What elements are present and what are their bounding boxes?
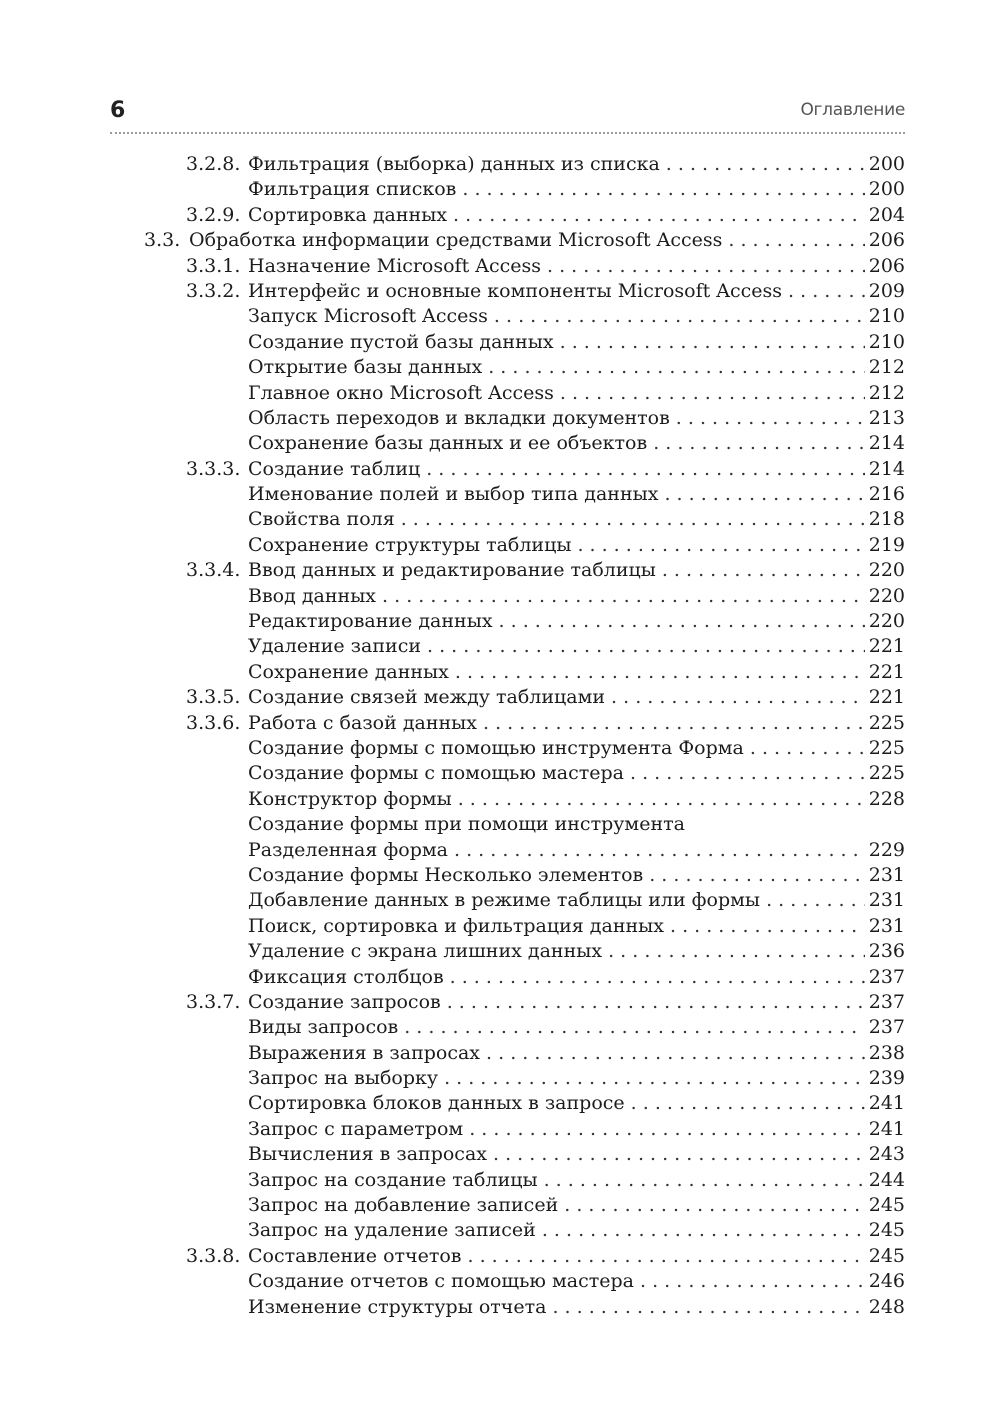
- toc-entry-title: Создание формы с помощью мастера: [248, 762, 624, 785]
- toc-entry-line: [248, 482, 905, 507]
- dot-leader: [577, 533, 864, 558]
- toc-entry-title: Открытие базы данных: [248, 356, 483, 379]
- toc-entry-page: 239: [868, 1067, 905, 1090]
- toc-entry[interactable]: [0, 838, 1000, 863]
- toc-entry-title: Работа с базой данных: [248, 711, 478, 734]
- toc-entry-line: [248, 507, 905, 532]
- toc-entry-line: [248, 1193, 905, 1218]
- toc-entry-page: 220: [868, 584, 905, 607]
- toc-entry-page: 220: [868, 610, 905, 633]
- toc-entry-page: 237: [868, 965, 905, 988]
- dot-leader: [453, 203, 865, 228]
- dot-leader: [427, 634, 865, 659]
- toc-entry[interactable]: [0, 1269, 1000, 1294]
- dot-leader: [401, 507, 865, 532]
- toc-entry-number: 3.3.7.: [186, 990, 241, 1013]
- toc-entry-title: Сохранение данных: [248, 660, 449, 683]
- toc-entry-page: 210: [868, 305, 905, 328]
- toc-entry-title: Создание формы при помощи инструмента: [248, 813, 685, 836]
- toc-entry-title: Интерфейс и основные компоненты Microsoft Access: [248, 279, 783, 302]
- toc-entry-title: Фиксация столбцов: [248, 965, 444, 988]
- toc-entry-line: [248, 863, 905, 888]
- toc-entry-number: 3.3.3.: [186, 457, 241, 480]
- toc-entry-line: [248, 1142, 905, 1167]
- toc-entry[interactable]: [0, 609, 1000, 634]
- dot-leader: [547, 254, 865, 279]
- dot-leader: [462, 177, 864, 202]
- toc-entry[interactable]: [0, 761, 1000, 786]
- toc-entry-line: [248, 152, 905, 177]
- toc-entry-page: 216: [868, 483, 905, 506]
- dot-leader: [404, 1015, 865, 1040]
- toc-entry-page: 231: [868, 863, 905, 886]
- toc-entry-title: Область переходов и вкладки документов: [248, 406, 670, 429]
- toc-entry[interactable]: [0, 304, 1000, 329]
- dot-leader: [766, 888, 865, 913]
- toc-entry[interactable]: [0, 533, 1000, 558]
- dot-leader: [469, 1117, 865, 1142]
- toc-entry-line: [248, 355, 905, 380]
- dot-leader: [649, 863, 865, 888]
- toc-entry[interactable]: [0, 1193, 1000, 1218]
- toc-entry-line: [248, 533, 905, 558]
- toc-entry[interactable]: [0, 1295, 1000, 1320]
- dot-leader: [488, 355, 865, 380]
- toc-entry[interactable]: [0, 1244, 1000, 1269]
- toc-entry-title: Создание отчетов с помощью мастера: [248, 1270, 635, 1293]
- toc-entry-page: 225: [868, 762, 905, 785]
- toc-entry-page: 245: [868, 1194, 905, 1217]
- toc-entry-page: 244: [868, 1168, 905, 1191]
- toc-entry-number: 3.3.5.: [186, 686, 241, 709]
- dot-leader: [666, 152, 865, 177]
- toc-entry-page: 245: [868, 1219, 905, 1242]
- toc-entry[interactable]: [0, 381, 1000, 406]
- toc-entry-line: [248, 1041, 905, 1066]
- dot-leader: [640, 1269, 865, 1294]
- toc-entry[interactable]: [0, 787, 1000, 812]
- toc-entry-title: Обработка информации средствами Microsoft Access: [189, 229, 723, 252]
- toc-entry[interactable]: [0, 863, 1000, 888]
- toc-entry-line: [248, 965, 905, 990]
- dot-leader: [750, 736, 865, 761]
- dot-leader: [728, 228, 864, 253]
- dot-leader: [542, 1218, 865, 1243]
- toc-entry[interactable]: [0, 812, 1000, 837]
- toc-entry-line: [248, 1066, 905, 1091]
- toc-entry-line: [248, 457, 905, 482]
- dot-leader: [564, 1193, 865, 1218]
- toc-entry[interactable]: [0, 888, 1000, 913]
- dot-leader: [444, 1066, 865, 1091]
- toc-entry[interactable]: [0, 584, 1000, 609]
- dot-leader: [662, 558, 865, 583]
- toc-entry[interactable]: [0, 939, 1000, 964]
- toc-entry-title: Запрос на выборку: [248, 1067, 439, 1090]
- toc-entry[interactable]: [0, 330, 1000, 355]
- toc-entry-number: 3.3.: [144, 229, 181, 252]
- toc-entry[interactable]: [0, 177, 1000, 202]
- toc-entry-line: [248, 888, 905, 913]
- toc-entry-page: 231: [868, 889, 905, 912]
- page-header: [110, 96, 905, 134]
- toc-entry[interactable]: [0, 965, 1000, 990]
- toc-entry-line: [248, 736, 905, 761]
- dot-leader: [560, 330, 865, 355]
- dot-leader: [608, 939, 865, 964]
- dot-leader: [552, 1295, 864, 1320]
- dot-leader: [664, 482, 864, 507]
- toc-entry-number: 3.3.1.: [186, 254, 241, 277]
- toc-entry-number: 3.3.6.: [186, 711, 241, 734]
- toc-entry[interactable]: [0, 1066, 1000, 1091]
- toc-entry[interactable]: [0, 990, 1000, 1015]
- toc-entry-title: Запуск Microsoft Access: [248, 305, 488, 328]
- toc-entry-line: [248, 914, 905, 939]
- toc-entry-page: 213: [868, 406, 905, 429]
- toc-entry[interactable]: [0, 1015, 1000, 1040]
- toc-entry-line: [248, 254, 905, 279]
- toc-entry-line: [248, 711, 905, 736]
- toc-entry-title: Запрос на удаление записей: [248, 1219, 536, 1242]
- toc-entry-page: 204: [868, 203, 905, 226]
- toc-entry[interactable]: [0, 1091, 1000, 1116]
- dot-leader: [560, 381, 865, 406]
- page-number: 6: [110, 98, 126, 123]
- dot-leader: [544, 1168, 865, 1193]
- toc-entry-page: 231: [868, 914, 905, 937]
- toc-entry-line: [248, 634, 905, 659]
- dot-leader: [447, 990, 865, 1015]
- dot-leader: [670, 914, 865, 939]
- dot-leader: [467, 1244, 864, 1269]
- toc-entry[interactable]: [0, 203, 1000, 228]
- toc-entry-page: 212: [868, 356, 905, 379]
- dot-leader: [493, 1142, 865, 1167]
- toc-entry-line: [248, 1015, 905, 1040]
- toc-entry-page: 248: [868, 1295, 905, 1318]
- toc-entry-title: Создание связей между таблицами: [248, 686, 606, 709]
- toc-entry-title: Фильтрация списков: [248, 178, 457, 201]
- toc-entry-line: [248, 584, 905, 609]
- toc-entry-title: Сохранение базы данных и ее объектов: [248, 432, 648, 455]
- toc-entry-title: Удаление с экрана лишних данных: [248, 940, 603, 963]
- toc-entry-page: 236: [868, 940, 905, 963]
- toc-entry[interactable]: [0, 355, 1000, 380]
- dot-leader: [653, 431, 865, 456]
- toc-entry-line: [248, 1168, 905, 1193]
- toc-entry-number: 3.3.4.: [186, 559, 241, 582]
- dot-leader: [450, 965, 865, 990]
- toc-entry-line: [248, 381, 905, 406]
- toc-entry-page: 241: [868, 1117, 905, 1140]
- toc-entry[interactable]: [0, 558, 1000, 583]
- toc-entry-title: Запрос с параметром: [248, 1117, 464, 1140]
- toc-entry-line: [248, 1244, 905, 1269]
- toc-entry[interactable]: [0, 228, 1000, 253]
- dot-leader: [483, 711, 865, 736]
- toc-entry[interactable]: [0, 254, 1000, 279]
- toc-entry-title: Свойства поля: [248, 508, 395, 531]
- dot-leader: [631, 1091, 865, 1116]
- dot-leader: [676, 406, 865, 431]
- toc-entry[interactable]: [0, 914, 1000, 939]
- toc-entry-number: 3.2.9.: [186, 203, 241, 226]
- toc-entry-page: 209: [868, 279, 905, 302]
- dot-leader: [382, 584, 865, 609]
- toc-entry-title: Составление отчетов: [248, 1244, 462, 1267]
- toc-entry-title: Виды запросов: [248, 1016, 399, 1039]
- toc-entry-title: Создание пустой базы данных: [248, 330, 554, 353]
- toc-entry-line: [248, 761, 905, 786]
- toc-entry-number: 3.3.8.: [186, 1244, 241, 1267]
- toc-entry-line: [248, 177, 905, 202]
- toc-entry-line: [189, 228, 905, 253]
- toc-entry-title: Сортировка блоков данных в запросе: [248, 1092, 625, 1115]
- toc-entry-page: 210: [868, 330, 905, 353]
- toc-entry-title: Создание формы с помощью инструмента Форма: [248, 736, 744, 759]
- toc-entry-page: 241: [868, 1092, 905, 1115]
- toc-entry-title: Фильтрация (выборка) данных из списка: [248, 153, 660, 175]
- toc-entry-line: [248, 1269, 905, 1294]
- toc-entry[interactable]: [0, 482, 1000, 507]
- toc-entry-title: Ввод данных и редактирование таблицы: [248, 559, 656, 582]
- toc-entry-line: [248, 812, 905, 837]
- dot-leader: [499, 609, 865, 634]
- toc-entry-page: 200: [868, 153, 905, 175]
- toc-entry-page: 237: [868, 1016, 905, 1039]
- toc-entry-page: 229: [868, 838, 905, 861]
- toc-entry-title: Добавление данных в режиме таблицы или формы: [248, 889, 761, 912]
- toc-entry[interactable]: [0, 1117, 1000, 1142]
- toc-entry-line: [248, 279, 905, 304]
- dot-leader: [494, 304, 865, 329]
- toc-entry-line: [248, 558, 905, 583]
- table-of-contents: [0, 152, 1000, 1320]
- toc-entry-title: Сохранение структуры таблицы: [248, 533, 572, 556]
- toc-entry-line: [248, 330, 905, 355]
- toc-entry[interactable]: [0, 685, 1000, 710]
- dot-leader: [426, 457, 865, 482]
- toc-entry-line: [248, 685, 905, 710]
- toc-entry-number: 3.2.8.: [186, 153, 241, 175]
- toc-entry-title: Редактирование данных: [248, 610, 493, 633]
- toc-entry-line: [248, 1091, 905, 1116]
- toc-entry-page: 214: [868, 457, 905, 480]
- toc-entry-page: 245: [868, 1244, 905, 1267]
- toc-entry-line: [248, 939, 905, 964]
- toc-entry-title: Ввод данных: [248, 584, 377, 607]
- toc-entry[interactable]: [0, 431, 1000, 456]
- toc-entry-page: 214: [868, 432, 905, 455]
- toc-entry-title: Выражения в запросах: [248, 1041, 481, 1064]
- dot-leader: [455, 660, 865, 685]
- toc-entry-page: 221: [868, 635, 905, 658]
- toc-entry-title: Создание таблиц: [248, 457, 421, 480]
- toc-entry[interactable]: [0, 736, 1000, 761]
- toc-entry[interactable]: [0, 1142, 1000, 1167]
- toc-entry[interactable]: [0, 406, 1000, 431]
- toc-entry-line: [248, 787, 905, 812]
- toc-entry[interactable]: [0, 152, 1000, 177]
- toc-entry-line: [248, 203, 905, 228]
- toc-entry-line: [248, 431, 905, 456]
- toc-entry-title: Запрос на добавление записей: [248, 1194, 559, 1217]
- toc-entry-page: 221: [868, 660, 905, 683]
- toc-entry-title: Создание запросов: [248, 990, 441, 1013]
- toc-entry-number: 3.3.2.: [186, 279, 241, 302]
- toc-entry-title: Изменение структуры отчета: [248, 1295, 547, 1318]
- toc-entry-page: 238: [868, 1041, 905, 1064]
- toc-entry-title: Запрос на создание таблицы: [248, 1168, 538, 1191]
- toc-entry-page: 237: [868, 990, 905, 1013]
- toc-entry-title: Поиск, сортировка и фильтрация данных: [248, 914, 664, 937]
- toc-entry-line: [248, 838, 905, 863]
- toc-entry-line: [248, 1218, 905, 1243]
- toc-entry-title: Назначение Microsoft Access: [248, 254, 542, 277]
- toc-entry-page: 206: [868, 254, 905, 277]
- toc-entry-page: 246: [868, 1270, 905, 1293]
- toc-entry-line: [248, 609, 905, 634]
- toc-entry[interactable]: [0, 1218, 1000, 1243]
- toc-entry-page: 220: [868, 559, 905, 582]
- toc-entry[interactable]: [0, 1041, 1000, 1066]
- toc-entry-title: Создание формы Несколько элементов: [248, 863, 644, 886]
- toc-entry-page: 218: [868, 508, 905, 531]
- toc-entry[interactable]: [0, 711, 1000, 736]
- running-title: Оглавление: [800, 100, 905, 120]
- dot-leader: [788, 279, 865, 304]
- toc-entry-line: [248, 660, 905, 685]
- dot-leader: [486, 1041, 865, 1066]
- toc-entry-page: 225: [868, 711, 905, 734]
- toc-entry-title: Сортировка данных: [248, 203, 448, 226]
- toc-entry-line: [248, 406, 905, 431]
- toc-entry-title: Разделенная форма: [248, 838, 448, 861]
- toc-entry-title: Удаление записи: [248, 635, 422, 658]
- toc-entry-line: [248, 1295, 905, 1320]
- toc-entry-page: 228: [868, 787, 905, 810]
- toc-entry-line: [248, 990, 905, 1015]
- toc-entry[interactable]: [0, 457, 1000, 482]
- toc-entry-title: Вычисления в запросах: [248, 1143, 487, 1166]
- toc-entry-page: 200: [868, 178, 905, 201]
- toc-entry-page: 221: [868, 686, 905, 709]
- toc-entry-title: Конструктор формы: [248, 787, 452, 810]
- dot-leader: [630, 761, 865, 786]
- toc-entry[interactable]: [0, 634, 1000, 659]
- toc-entry[interactable]: [0, 507, 1000, 532]
- toc-entry-line: [248, 304, 905, 329]
- toc-entry-page: 225: [868, 736, 905, 759]
- toc-entry-page: 206: [868, 229, 905, 252]
- toc-entry[interactable]: [0, 1168, 1000, 1193]
- toc-entry[interactable]: [0, 660, 1000, 685]
- toc-entry-page: 219: [868, 533, 905, 556]
- toc-entry-page: 243: [868, 1143, 905, 1166]
- dot-leader: [458, 787, 865, 812]
- toc-entry-title: Именование полей и выбор типа данных: [248, 483, 659, 506]
- toc-entry[interactable]: [0, 279, 1000, 304]
- toc-entry-page: 212: [868, 381, 905, 404]
- toc-entry-line: [248, 1117, 905, 1142]
- dot-leader: [611, 685, 865, 710]
- dot-leader: [454, 838, 865, 863]
- toc-entry-title: Главное окно Microsoft Access: [248, 381, 554, 404]
